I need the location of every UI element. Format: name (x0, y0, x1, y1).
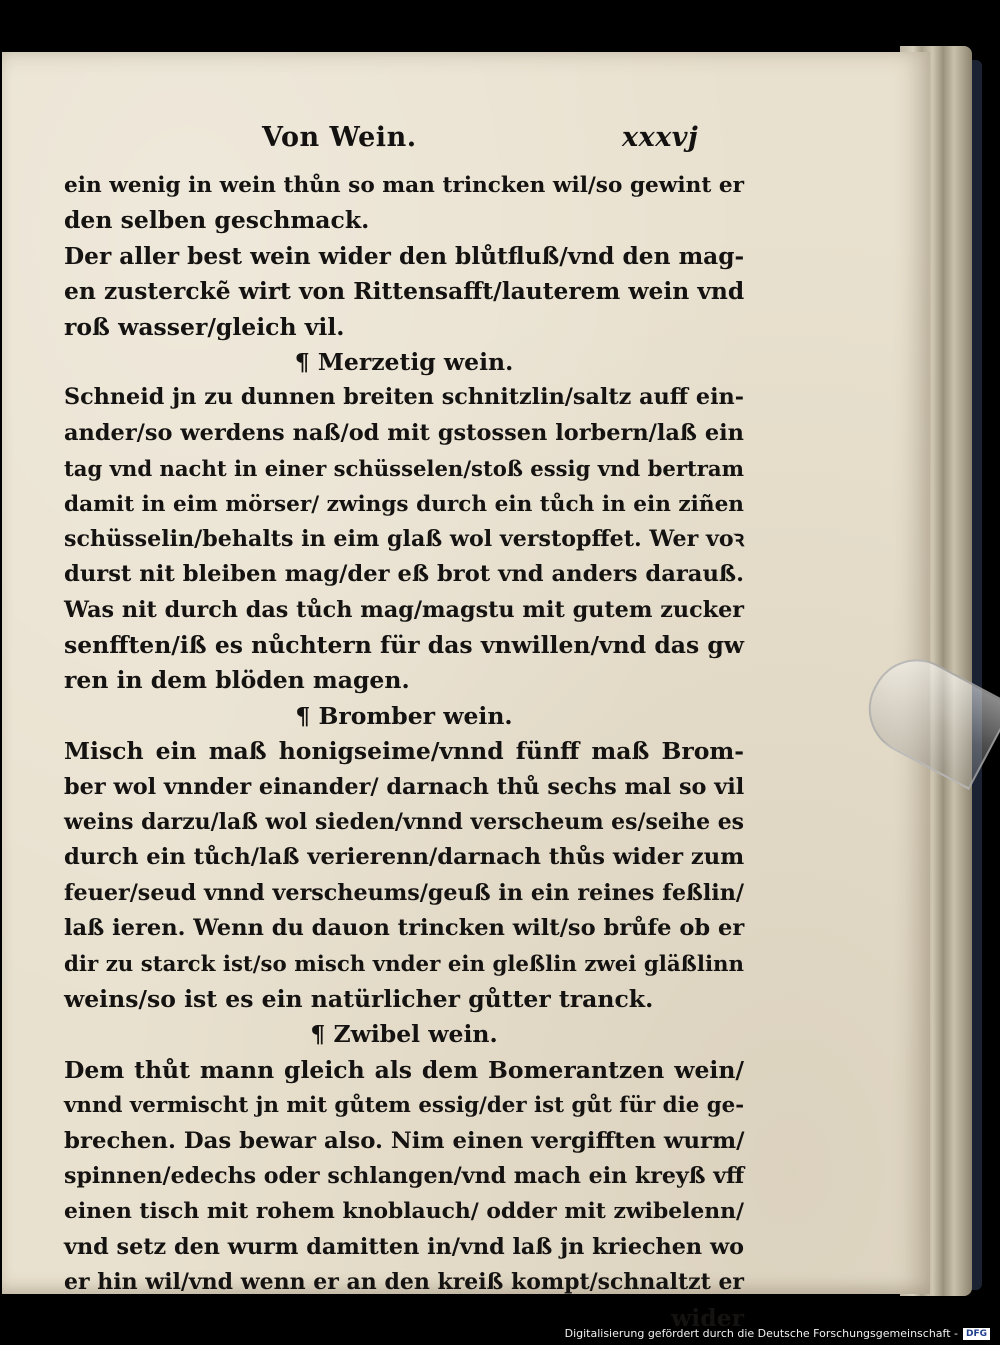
text-line: einen tisch mit rohem knoblauch/ odder mit zwibelenn/ (64, 1199, 744, 1225)
text-line: Misch ein maß honigseime/vnnd fünff maß Brom- (64, 737, 744, 766)
text-line: feuer/seud vnnd verscheums/geuß in ein reines feßlin/ (64, 879, 744, 906)
text-line: ein wenig in wein thůn so man trincken wil/so gewint er (64, 173, 744, 198)
text-line: er hin wil/vnd wenn er an den kreiß kompt/schnaltzt er (64, 1269, 744, 1296)
text-line: ander/so werdens naß/od mit gstossen lorbern/laß ein (64, 419, 744, 446)
text-line: weins darzu/laß wol sieden/vnnd verscheum es/seihe es (64, 809, 744, 836)
text-line: dir zu starck ist/so misch vnder ein gleßlin zwei gläßlinn (64, 951, 744, 977)
text-line: weins/so ist es ein natürlicher gůtter tranck. (64, 984, 654, 1013)
folio-number: xxxvj (622, 122, 699, 153)
credit-text: Digitalisierung gefördert durch die Deutsche Forschungsgemeinschaft - (564, 1327, 958, 1340)
text-line: damit in eim mörser/ zwings durch ein tůch in ein ziñen (64, 491, 744, 517)
text-line: Schneid jn zu dunnen breiten schnitzlin/saltz auff ein- (64, 384, 744, 411)
text-line: durch ein tůch/laß verierenn/darnach thůs wider zum (64, 844, 745, 871)
text-line: den selben geschmack. (64, 206, 370, 235)
section-heading: ¶ Bromber wein. (295, 701, 513, 730)
section-heading: ¶ Zwibel wein. (310, 1020, 498, 1049)
text-line: en zusterckẽ wirt von Rittensafft/lauterem wein vnd (64, 277, 745, 306)
text-line: schüsselin/behalts in eim glaß wol verstopffet. Wer voꝛ (64, 525, 745, 552)
text-line: Was nit durch das tůch mag/magstu mit gutem zucker (64, 596, 744, 623)
running-head-title: Von Wein. (262, 122, 417, 153)
digitization-credit (565, 1327, 990, 1340)
dfg-logo: DFG (963, 1328, 990, 1340)
text-block (64, 168, 744, 1336)
text-line: laß ieren. Wenn du dauon trincken wilt/so brůfe ob er (64, 915, 745, 942)
text-line: vnnd vermischt jn mit gůtem essig/der ist gůt für die ge- (64, 1093, 745, 1119)
section-heading: ¶ Merzetig wein. (294, 347, 514, 376)
text-line: ren in dem blöden magen. (64, 666, 410, 695)
text-line: spinnen/edechs oder schlangen/vnd mach ein kreyß vff (64, 1162, 745, 1189)
text-line: brechen. Das bewar also. Nim einen vergifften wurm/ (64, 1127, 745, 1154)
text-line: durst nit bleiben mag/der eß brot vnd anders darauß. (64, 561, 744, 588)
text-line: senfften/iß es nůchtern für das vnwillen/vnd das gw (64, 631, 744, 660)
text-line: ber wol vnnder einander/ darnach thů sechs mal so vil (64, 773, 745, 800)
text-line: vnd setz den wurm damitten in/vnd laß jn kriechen wo (64, 1233, 744, 1260)
text-line: Dem thůt mann gleich als dem Bomerantzen wein/ (64, 1055, 744, 1084)
text-line: tag vnd nacht in einer schüsselen/stoß essig vnd bertram (64, 456, 744, 482)
text-line: wider (671, 1303, 744, 1332)
text-line: Der aller best wein wider den blůtfluß/vnd den mag- (64, 242, 745, 270)
text-line: roß wasser/gleich vil. (64, 312, 345, 341)
